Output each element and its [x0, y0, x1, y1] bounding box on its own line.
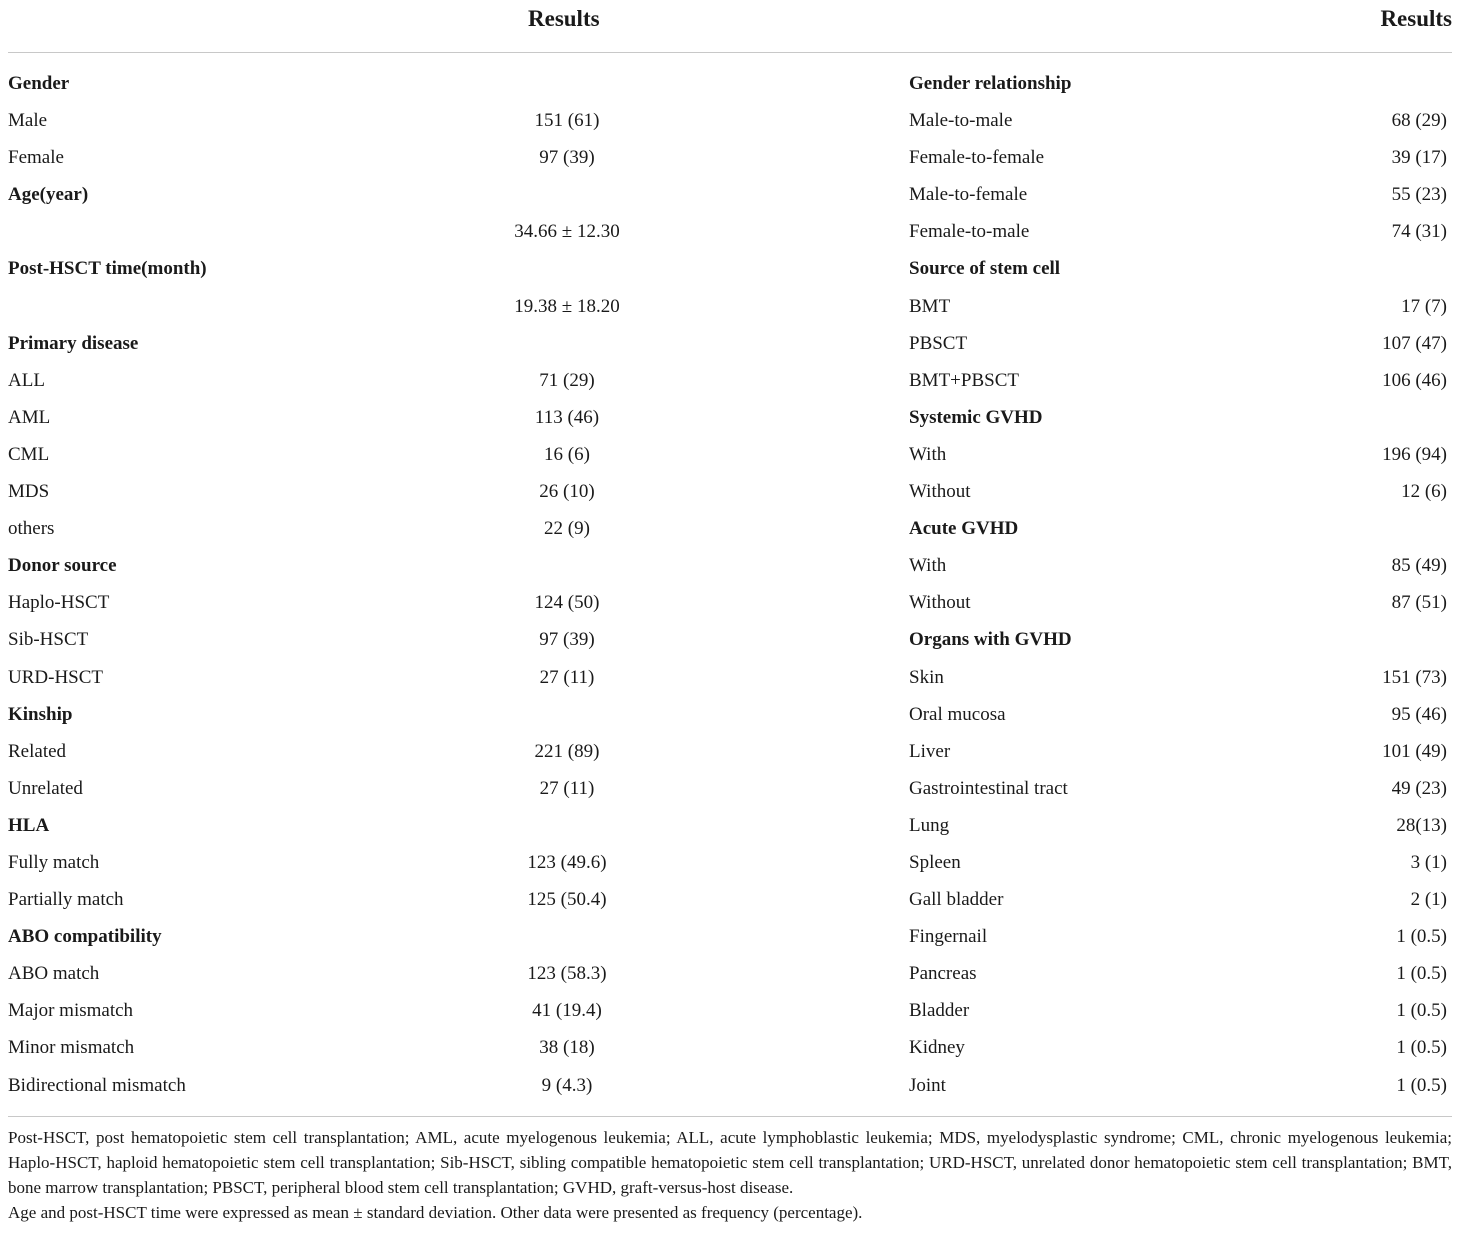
row-value: 87 (51)	[1391, 592, 1447, 614]
table-row	[8, 139, 668, 176]
table-row	[8, 881, 668, 918]
row-label: AML	[8, 406, 51, 428]
row-value: 34.66 ± 12.30	[514, 221, 620, 243]
row-label: CML	[8, 443, 50, 465]
row-value: 1 (0.5)	[1396, 926, 1447, 948]
statistics-footnote: Age and post-HSCT time were expressed as mean ± standard deviation. Other data were presented as frequency (percentage).	[8, 1203, 863, 1222]
table-row	[909, 955, 1452, 992]
row-label: ALL	[8, 369, 45, 391]
section-heading: Acute GVHD	[909, 518, 1019, 540]
table-row	[909, 1029, 1452, 1066]
table-row	[909, 473, 1452, 510]
table-row	[909, 696, 1452, 733]
table-row	[909, 1067, 1452, 1104]
table-footnotes	[8, 1125, 1452, 1225]
row-label: ABO match	[8, 963, 100, 985]
row-label: Female	[8, 147, 64, 169]
section-heading: Post-HSCT time(month)	[8, 258, 207, 280]
row-value: 71 (29)	[539, 369, 595, 391]
table-row	[8, 659, 668, 696]
row-value: 107 (47)	[1382, 332, 1447, 354]
row-label: Female-to-male	[909, 221, 1030, 243]
section-heading-row	[909, 65, 1452, 102]
row-label: Bladder	[909, 1000, 970, 1022]
row-value: 196 (94)	[1382, 443, 1447, 465]
table-row	[909, 770, 1452, 807]
table-row	[909, 176, 1452, 213]
row-label: Joint	[909, 1074, 946, 1096]
row-value: 74 (31)	[1391, 221, 1447, 243]
row-label: Unrelated	[8, 777, 83, 799]
section-heading-row	[8, 547, 668, 584]
row-value: 221 (89)	[534, 740, 600, 762]
row-value: 28(13)	[1396, 814, 1447, 836]
section-heading-row	[909, 621, 1452, 658]
row-label: Partially match	[8, 889, 124, 911]
section-heading: Gender relationship	[909, 73, 1072, 94]
row-label: Bidirectional mismatch	[8, 1074, 186, 1096]
row-value: 12 (6)	[1401, 481, 1447, 503]
section-heading-row	[909, 510, 1452, 547]
row-label: BMT	[909, 295, 951, 317]
row-value: 2 (1)	[1410, 889, 1447, 911]
section-heading: Age(year)	[8, 184, 89, 206]
row-value: 1 (0.5)	[1396, 1037, 1447, 1059]
table-row	[909, 547, 1452, 584]
table-left-column	[8, 65, 668, 1104]
results-column-header-right: Results	[1380, 6, 1452, 31]
row-value: 27 (11)	[539, 777, 595, 799]
row-label: Liver	[909, 740, 951, 762]
table-row	[909, 918, 1452, 955]
row-value: 95 (46)	[1391, 703, 1447, 725]
table-row	[8, 733, 668, 770]
table-row	[8, 1067, 668, 1104]
section-heading-row	[8, 325, 668, 362]
row-label: Haplo-HSCT	[8, 592, 110, 614]
row-label: Skin	[909, 666, 944, 688]
row-label: Female-to-female	[909, 147, 1045, 169]
row-label: Without	[909, 592, 971, 614]
row-value: 68 (29)	[1391, 110, 1447, 132]
table-row	[8, 399, 668, 436]
table-row	[8, 844, 668, 881]
row-value: 26 (10)	[539, 481, 595, 503]
table-row	[909, 102, 1452, 139]
row-value: 97 (39)	[539, 147, 595, 169]
row-label: Related	[8, 740, 67, 762]
row-value: 151 (61)	[534, 110, 600, 132]
row-label: Major mismatch	[8, 1000, 134, 1022]
table-row	[8, 955, 668, 992]
section-heading: Source of stem cell	[909, 258, 1061, 280]
table-row	[909, 288, 1452, 325]
row-label: others	[8, 518, 55, 540]
section-heading-row	[8, 807, 668, 844]
table-row	[909, 992, 1452, 1029]
row-label: URD-HSCT	[8, 666, 104, 688]
table-row	[8, 584, 668, 621]
table-row	[909, 807, 1452, 844]
table-row	[909, 881, 1452, 918]
row-value: 9 (4.3)	[541, 1074, 593, 1096]
row-value: 97 (39)	[539, 629, 595, 651]
row-label: Without	[909, 481, 971, 503]
section-heading: Donor source	[8, 555, 117, 577]
abbreviations-footnote: Post-HSCT, post hematopoietic stem cell transplantation; AML, acute myelogenous leukemia; ALL, acute lymphoblastic leukemia; MDS, myelodysplastic syndrome; CML, chronic myelogenous leukemia; Haplo-HSCT, haploid hematopoietic stem cell transplantation; Sib-HSCT, sibling compatible hematopoietic stem cell transplantation; URD-HSCT, unrelated donor hematopoietic stem cell transplantation; BMT, bone marrow transplantation; PBSCT, peripheral blood stem cell transplantation; GVHD, graft-versus-host disease.	[8, 1128, 1452, 1197]
row-value: 123 (58.3)	[527, 963, 607, 985]
row-label: Male-to-male	[909, 110, 1013, 132]
table-right-column	[909, 65, 1452, 1104]
row-value: 151 (73)	[1382, 666, 1447, 688]
row-value: 106 (46)	[1382, 369, 1447, 391]
table-row	[909, 844, 1452, 881]
row-label: Kidney	[909, 1037, 965, 1059]
section-heading-row	[8, 250, 668, 287]
row-label: Pancreas	[909, 963, 977, 985]
table-row	[8, 436, 668, 473]
row-label: Fingernail	[909, 926, 988, 948]
table-row	[8, 473, 668, 510]
section-heading-row	[8, 918, 668, 955]
row-value: 124 (50)	[534, 592, 600, 614]
section-heading-row	[8, 65, 668, 102]
table-row	[909, 659, 1452, 696]
header-divider	[8, 52, 1452, 53]
section-heading: Systemic GVHD	[909, 406, 1043, 428]
row-value: 17 (7)	[1401, 295, 1447, 317]
row-label: With	[909, 443, 947, 465]
table-row	[909, 139, 1452, 176]
row-label: BMT+PBSCT	[909, 369, 1019, 391]
row-value: 27 (11)	[539, 666, 595, 688]
table-row	[8, 102, 668, 139]
footnote-divider	[8, 1116, 1452, 1117]
row-label: Fully match	[8, 851, 100, 873]
table-row	[909, 362, 1452, 399]
row-label: Oral mucosa	[909, 703, 1006, 725]
table-row	[909, 213, 1452, 250]
row-label: Male-to-female	[909, 184, 1028, 206]
table-row	[909, 584, 1452, 621]
table-row	[909, 436, 1452, 473]
row-value: 55 (23)	[1391, 184, 1447, 206]
row-label: Gastrointestinal tract	[909, 777, 1068, 799]
row-value: 19.38 ± 18.20	[514, 295, 620, 317]
row-label: Sib-HSCT	[8, 629, 89, 651]
row-value: 16 (6)	[544, 443, 590, 465]
row-value: 101 (49)	[1382, 740, 1447, 762]
table-row	[8, 362, 668, 399]
row-value: 38 (18)	[539, 1037, 595, 1059]
row-value: 125 (50.4)	[527, 889, 607, 911]
row-value: 41 (19.4)	[532, 1000, 602, 1022]
table-row	[909, 325, 1452, 362]
table-row	[8, 770, 668, 807]
row-value: 123 (49.6)	[527, 851, 607, 873]
section-heading: HLA	[8, 814, 50, 836]
row-value: 113 (46)	[534, 406, 600, 428]
row-label: Minor mismatch	[8, 1037, 135, 1059]
row-value: 1 (0.5)	[1396, 963, 1447, 985]
section-heading-row	[909, 399, 1452, 436]
table-row	[8, 1029, 668, 1066]
row-value: 49 (23)	[1391, 777, 1447, 799]
row-label: MDS	[8, 481, 50, 503]
table-row	[8, 621, 668, 658]
results-column-header-left: Results	[528, 6, 600, 31]
row-label: With	[909, 555, 947, 577]
section-heading-row	[909, 250, 1452, 287]
section-heading: Gender	[8, 73, 70, 94]
row-label: Spleen	[909, 851, 961, 873]
row-value: 85 (49)	[1391, 555, 1447, 577]
row-value: 1 (0.5)	[1396, 1074, 1447, 1096]
section-heading: Kinship	[8, 703, 73, 725]
section-heading: Organs with GVHD	[909, 629, 1072, 651]
table-row	[8, 288, 668, 325]
row-value: 22 (9)	[544, 518, 590, 540]
section-heading: ABO compatibility	[8, 926, 162, 948]
row-label: Gall bladder	[909, 889, 1004, 911]
row-label: Lung	[909, 814, 950, 836]
row-value: 39 (17)	[1391, 147, 1447, 169]
row-label: Male	[8, 110, 48, 132]
table-row	[8, 510, 668, 547]
row-value: 1 (0.5)	[1396, 1000, 1447, 1022]
section-heading-row	[8, 176, 668, 213]
section-heading: Primary disease	[8, 332, 139, 354]
section-heading-row	[8, 696, 668, 733]
row-label: PBSCT	[909, 332, 968, 354]
table-row	[909, 733, 1452, 770]
table-row	[8, 213, 668, 250]
row-value: 3 (1)	[1410, 851, 1447, 873]
table-row	[8, 992, 668, 1029]
